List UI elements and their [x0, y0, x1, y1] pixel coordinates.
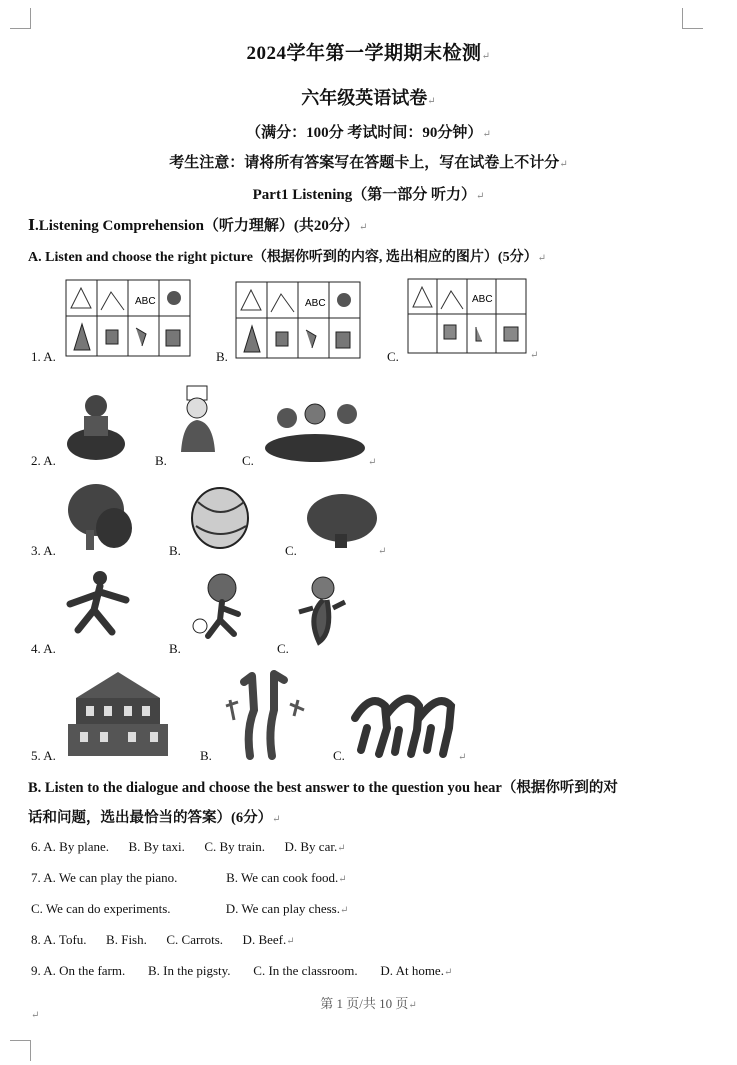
q1-a-abc-text: ABC	[135, 296, 156, 307]
q2-picture-c	[263, 402, 367, 464]
q7-row-cont: C. We can do experiments. D. We can play chess.↵	[31, 901, 349, 916]
q1-label: 1. A.	[31, 349, 56, 364]
q2-picture-a	[66, 392, 128, 464]
q1-b-label: B.	[216, 349, 228, 364]
q6-row: 6. A. By plane. B. By taxi. C. By train. D. By car.↵	[31, 839, 346, 854]
exam-title: 2024学年第一学期期末检测↵	[246, 43, 491, 64]
q5-picture-b	[224, 670, 308, 758]
section-b-heading-line1: B. Listen to the dialogue and choose the best answer to the question you hear（根据你听到的对	[28, 780, 618, 796]
section-1-heading: Ⅰ.Listening Comprehension（听力理解）(共20分）↵	[28, 218, 368, 234]
q8-row: 8. A. Tofu. B. Fish. C. Carrots. D. Beef.↵	[31, 932, 295, 947]
part-heading: Part1 Listening（第一部分 听力）↵	[252, 187, 485, 203]
q1-picture-b	[236, 282, 360, 360]
q2-picture-b	[177, 386, 219, 456]
corner-mark-top-right	[682, 8, 703, 29]
q2-label: 2. A.	[31, 453, 56, 468]
q3-picture-b	[188, 482, 254, 554]
return-mark: ↵	[458, 752, 467, 763]
candidate-notice: 考生注意：请将所有答案写在答题卡上，写在试卷上不计分↵	[169, 155, 568, 171]
q4-picture-a	[64, 570, 144, 650]
page-footer: 第 1 页/共 10 页↵	[320, 996, 417, 1011]
exam-subtitle: 六年级英语试卷↵	[301, 88, 436, 108]
section-a-heading: A. Listen and choose the right picture（根据你听到的内容, 选出相应的图片）(5分）↵	[28, 250, 546, 265]
q2-c-label: C.	[242, 453, 254, 468]
q3-c-label: C.	[285, 543, 297, 558]
section-b-heading-line2: 话和问题，选出最恰当的答案）(6分）↵	[28, 810, 281, 826]
q3-picture-c	[305, 492, 379, 550]
return-mark: ↵	[378, 546, 387, 557]
return-mark: ↵	[368, 457, 377, 468]
q1-c-label: C.	[387, 349, 399, 364]
q4-label: 4. A.	[31, 641, 56, 656]
q1-b-abc-text: ABC	[305, 298, 326, 309]
q1-picture-c	[408, 279, 526, 355]
corner-mark-top-left	[10, 8, 31, 29]
return-mark: ↵	[31, 1010, 40, 1021]
q7-row: 7. A. We can play the piano. B. We can cook food.↵	[31, 870, 347, 885]
q5-picture-c	[351, 688, 455, 758]
q2-b-label: B.	[155, 453, 167, 468]
q1-picture-a	[66, 280, 190, 358]
score-time: （满分：100分 考试时间：90分钟）↵	[246, 125, 491, 141]
q9-row: 9. A. On the farm. B. In the pigsty. C. In the classroom. D. At home.↵	[31, 963, 453, 978]
q3-b-label: B.	[169, 543, 181, 558]
q4-b-label: B.	[169, 641, 181, 656]
q4-c-label: C.	[277, 641, 289, 656]
q5-b-label: B.	[200, 748, 212, 763]
q4-picture-b	[192, 572, 248, 644]
q5-label: 5. A.	[31, 748, 56, 763]
q3-label: 3. A.	[31, 543, 56, 558]
q4-picture-c	[297, 576, 347, 648]
q3-picture-a	[66, 480, 134, 552]
q5-c-label: C.	[333, 748, 345, 763]
q5-picture-a	[66, 668, 170, 758]
q1-c-abc-text: ABC	[472, 294, 493, 305]
corner-mark-bottom-left	[10, 1040, 31, 1061]
return-mark: ↵	[530, 350, 539, 361]
